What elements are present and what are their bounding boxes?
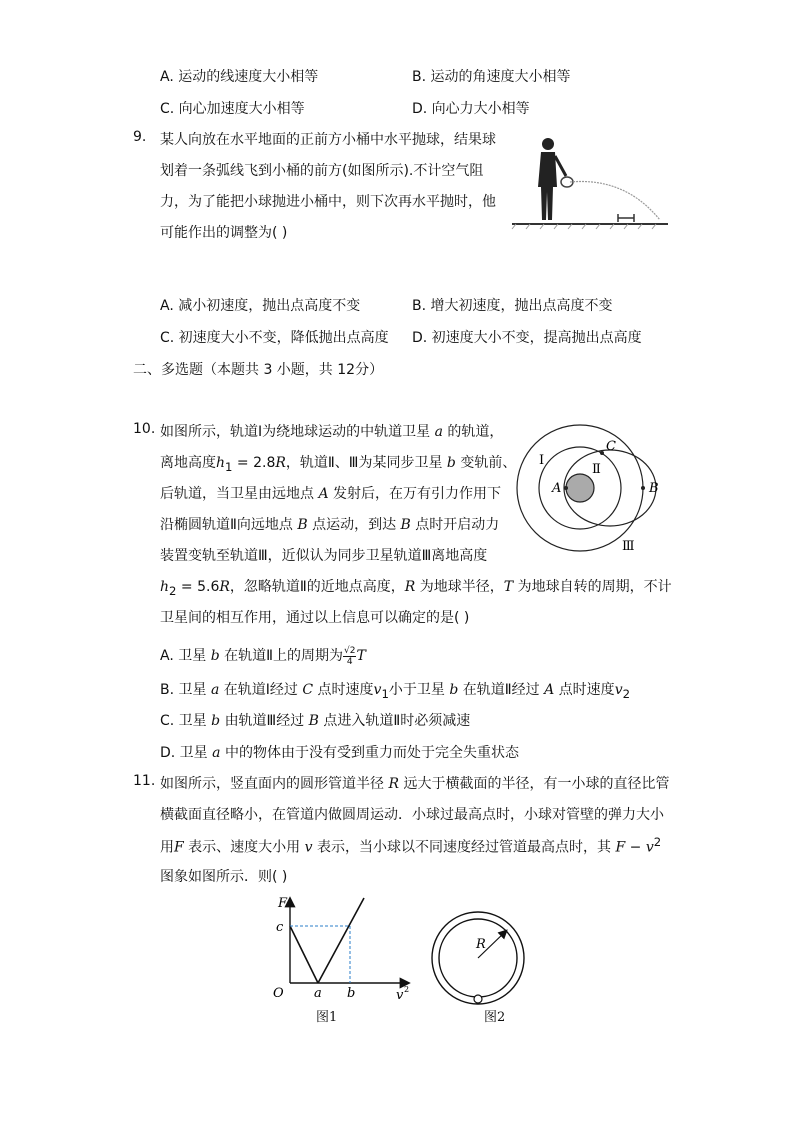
label-orbit-II: Ⅱ	[592, 462, 601, 477]
q9-option-a: A. 减小初速度，抛出点高度不变	[160, 298, 361, 314]
fig2-caption: 图2	[484, 1010, 506, 1025]
q10-line-3: 后轨道，当卫星由远地点 A 发射后，在万有引力作用下	[160, 486, 502, 502]
q11-fig1-graph	[268, 893, 418, 1008]
label-R: R	[476, 937, 486, 952]
q11-line-1: 如图所示，竖直面内的圆形管道半径 R 远大于横截面的半径，有一小球的直径比管	[160, 776, 670, 792]
q11-number: 11.	[133, 773, 156, 789]
label-v: v	[396, 988, 404, 1003]
q11-fig2-pipe	[428, 910, 528, 1008]
fig1-caption: 图1	[316, 1010, 338, 1025]
q10-number: 10.	[133, 421, 156, 437]
q9-number: 9.	[133, 129, 147, 145]
q10-line-4: 沿椭圆轨道Ⅱ向远地点 B 点运动，到达 B 点时开启动力	[160, 517, 500, 533]
q10-option-a: A. 卫星 b 在轨道Ⅱ上的周期为 $\frac{√2}{4}$ T	[160, 645, 366, 667]
ball	[474, 995, 482, 1003]
q8-option-a: A. 运动的线速度大小相等	[160, 69, 319, 85]
q10-option-d: D. 卫星 a 中的物体由于没有受到重力而处于完全失重状态	[160, 745, 519, 761]
q10-line-2: 离地高度$h_1 = 2.8R$，轨道Ⅱ、Ⅲ为某同步卫星 b 变轨前、	[160, 455, 517, 474]
q8-option-b: B. 运动的角速度大小相等	[412, 69, 571, 85]
q9-line-3: 力，为了能把小球抛进小桶中，则下次再水平抛时，他	[160, 194, 496, 210]
graph-line-falling	[290, 926, 318, 983]
label-F: F	[278, 896, 288, 911]
label-orbit-I: Ⅰ	[539, 453, 545, 468]
q9-figure	[510, 132, 670, 237]
label-point-A: A	[552, 481, 562, 496]
earth	[566, 474, 594, 502]
label-point-C: C	[606, 439, 616, 454]
q9-option-d: D. 初速度大小不变，提高抛出点高度	[412, 330, 642, 346]
q10-line-6: $h_2 = 5.6R$，忽略轨道Ⅱ的近地点高度，R 为地球半径，T 为地球自转的周期，不计	[160, 579, 672, 598]
label-orbit-III: Ⅲ	[622, 539, 635, 554]
q9-line-1: 某人向放在水平地面的正前方小桶中水平抛球，结果球	[160, 132, 496, 148]
q10-line-1: 如图所示，轨道Ⅰ为绕地球运动的中轨道卫星 a 的轨道，	[160, 424, 504, 440]
q10-orbit-figure	[512, 420, 667, 560]
q10-option-c: C. 卫星 b 由轨道Ⅲ经过 B 点进入轨道Ⅱ时必须减速	[160, 713, 471, 729]
q10-line-7: 卫星间的相互作用，通过以上信息可以确定的是( )	[160, 610, 470, 626]
q8-option-d: D. 向心力大小相等	[412, 101, 530, 117]
section-multi-choice-title: 二、多选题（本题共 3 小题，共 12分）	[133, 362, 384, 378]
label-point-B: B	[649, 481, 659, 496]
q9-option-c: C. 初速度大小不变，降低抛出点高度	[160, 330, 389, 346]
label-a: a	[314, 986, 322, 1001]
label-O: O	[273, 986, 284, 1001]
q10-option-b: B. 卫星 a 在轨道Ⅰ经过 C 点时速度$v_1$小于卫星 b 在轨道Ⅱ经过 A 点时速度$v_2$	[160, 682, 631, 701]
q11-line-2: 横截面直径略小，在管道内做圆周运动．小球过最高点时，小球对管壁的弹力大小	[160, 807, 664, 823]
q9-line-4: 可能作出的调整为( )	[160, 225, 288, 241]
q11-line-3: 用F 表示、速度大小用 v 表示，当小球以不同速度经过管道最高点时，其 $F - v^2$	[160, 835, 662, 856]
label-b: b	[347, 986, 356, 1001]
q10-line-5: 装置变轨至轨道Ⅲ，近似认为同步卫星轨道Ⅲ离地高度	[160, 548, 488, 564]
q11-line-4: 图象如图所示．则( )	[160, 869, 288, 885]
graph-line-rising	[318, 898, 364, 983]
q9-option-b: B. 增大初速度，抛出点高度不变	[412, 298, 613, 314]
q9-line-2: 划着一条弧线飞到小桶的前方(如图所示).不计空气阻	[160, 163, 484, 179]
q8-option-c: C. 向心加速度大小相等	[160, 101, 305, 117]
label-c: c	[276, 920, 284, 935]
label-v-sup: 2	[404, 985, 410, 994]
